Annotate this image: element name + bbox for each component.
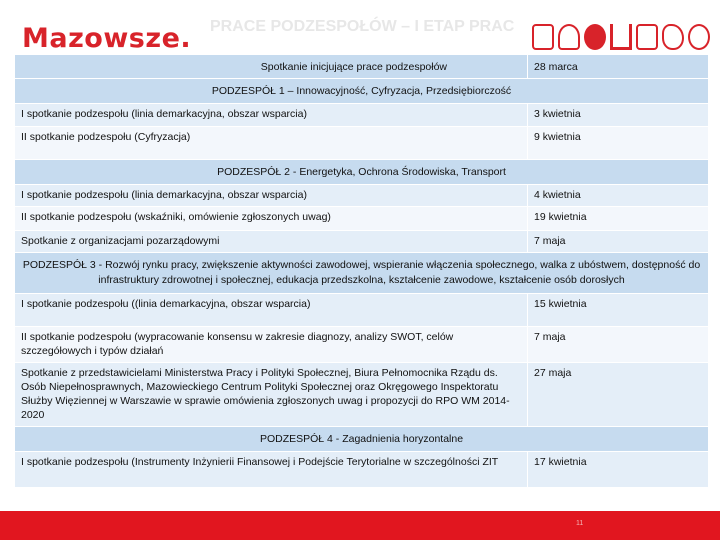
row-date: 27 maja [528, 363, 709, 427]
header-label: Spotkanie inicjujące prace podzespołów [15, 55, 528, 79]
section-title: PODZESPÓŁ 1 – Innowacyjność, Cyfryzacja, Przedsiębiorczość [15, 79, 709, 104]
mazowsze-logo [22, 20, 191, 56]
circle-icon [584, 24, 606, 50]
table-row [15, 294, 709, 327]
row-label: Spotkanie z organizacjami pozarządowymi [15, 231, 528, 253]
table-row [15, 127, 709, 160]
row-date: 15 kwietnia [528, 294, 709, 327]
logo-text: Mazowsze. [22, 22, 192, 54]
section-header [15, 160, 709, 185]
heart-icon [558, 24, 580, 50]
schedule-table [14, 54, 709, 488]
table-row [15, 104, 709, 127]
row-date: 17 kwietnia [528, 452, 709, 488]
section-title: PODZESPÓŁ 4 - Zagadnienia horyzontalne [15, 427, 709, 452]
row-date: 7 maja [528, 231, 709, 253]
row-label: I spotkanie podzespołu (Instrumenty Inżynierii Finansowej i Podejście Terytorialne w szczególności ZIT [15, 452, 528, 488]
section-header [15, 79, 709, 104]
row-label: II spotkanie podzespołu (wskaźniki, omówienie zgłoszonych uwag) [15, 207, 528, 231]
row-label: Spotkanie z przedstawicielami Ministerstwa Pracy i Polityki Społecznej, Biura Pełnomocnika Rządu ds. Osób Niepełnosprawnych, Mazowieckiego Centrum Polityki Społecznej oraz Okręgowego Inspektoratu Służby Więziennej w Warszawie w sprawie omówienia zgłoszonych uwag i propozycji do RPO WM 2014-2020 [15, 363, 528, 427]
page-number: 11 [576, 520, 584, 527]
table-row [15, 207, 709, 231]
cup-icon [610, 24, 632, 50]
row-date: 3 kwietnia [528, 104, 709, 127]
row-date: 9 kwietnia [528, 127, 709, 160]
header-date: 28 marca [528, 55, 709, 79]
leaf-icon [688, 24, 710, 50]
table-row [15, 231, 709, 253]
table-row [15, 452, 709, 488]
section-header [15, 427, 709, 452]
row-date: 19 kwietnia [528, 207, 709, 231]
section-header [15, 253, 709, 294]
row-label: I spotkanie podzespołu (linia demarkacyjna, obszar wsparcia) [15, 104, 528, 127]
footer-bar [0, 511, 720, 540]
section-title: PODZESPÓŁ 2 - Energetyka, Ochrona Środowiska, Transport [15, 160, 709, 185]
table-row [15, 327, 709, 363]
row-date: 4 kwietnia [528, 185, 709, 207]
row-label: I spotkanie podzespołu ((linia demarkacyjna, obszar wsparcia) [15, 294, 528, 327]
section-title: PODZESPÓŁ 3 - Rozwój rynku pracy, zwiększenie aktywności zawodowej, wspieranie włączenia społecznego, walka z ubóstwem, dostępność do infrastruktury zdrowotnej i społecznej, edukacja przedszkolna, kształcenie zawodowe, kształcenie osób dorosłych [15, 253, 709, 294]
person-icon [532, 24, 554, 50]
table-row [15, 363, 709, 427]
hand-icon [636, 24, 658, 50]
slide-title: PRACE PODZESPOŁÓW – I ETAP PRAC [210, 18, 515, 35]
row-label: I spotkanie podzespołu (linia demarkacyjna, obszar wsparcia) [15, 185, 528, 207]
row-date: 7 maja [528, 327, 709, 363]
table-row [15, 185, 709, 207]
row-label: II spotkanie podzespołu (wypracowanie konsensu w zakresie diagnozy, analizy SWOT, celów szczegółowych i typów działań [15, 327, 528, 363]
pictogram-strip [532, 24, 710, 50]
row-label: II spotkanie podzespołu (Cyfryzacja) [15, 127, 528, 160]
music-icon [662, 24, 684, 50]
table-header-row [15, 55, 709, 79]
